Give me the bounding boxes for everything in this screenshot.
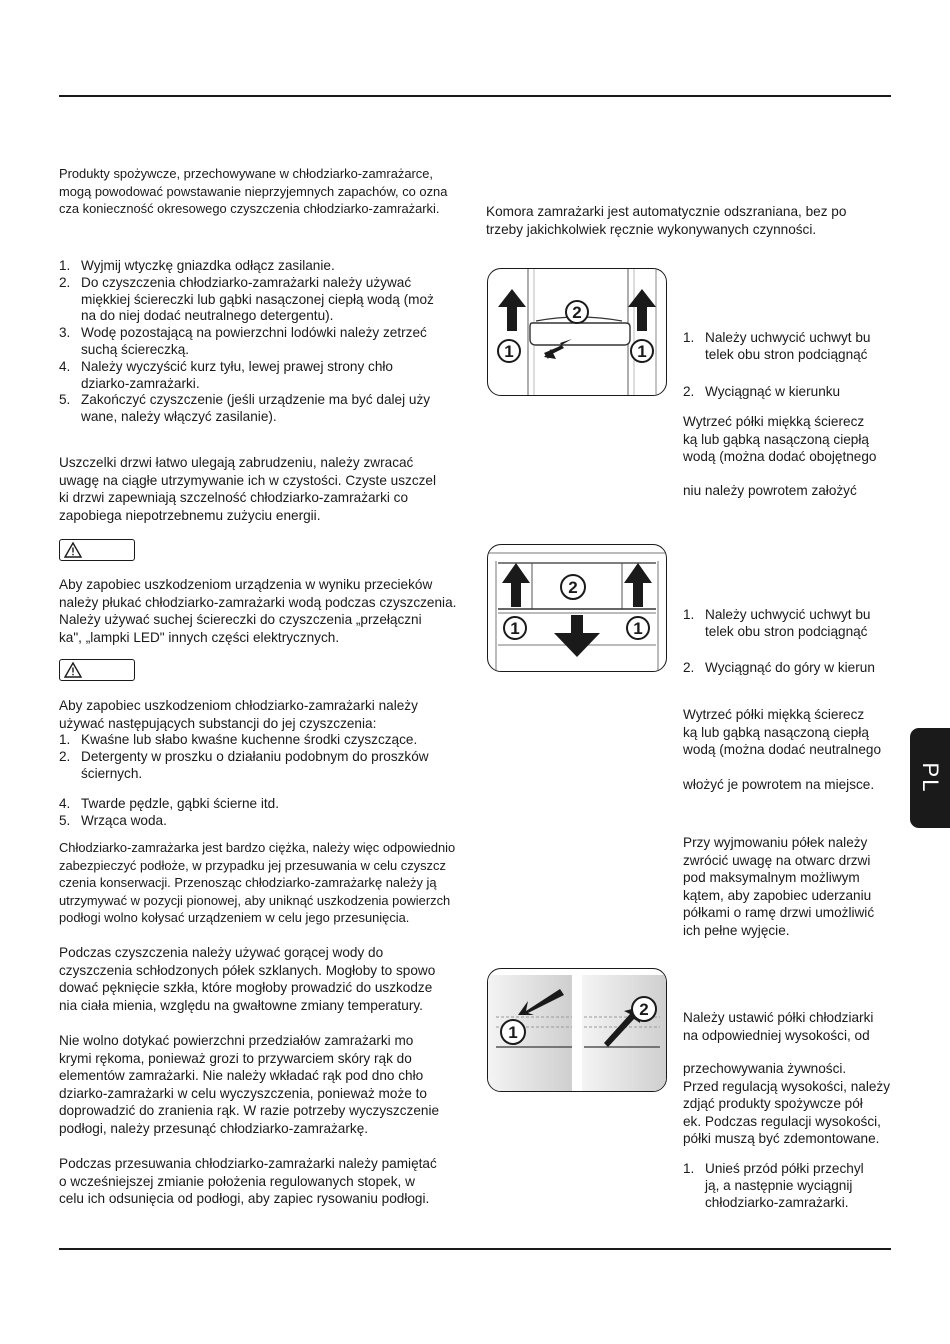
shelf-height-text-2: przechowywania żywności. Przed regulacją wysokości, należy zdjąć produkty spożywcze pół ek. Podczas regulacji wysokości, półki muszą być zdemontowane. (683, 1061, 891, 1146)
door-shelf-illustration (488, 269, 666, 395)
list-item: 5. Wrząca woda. (59, 812, 167, 828)
list-item: 1. Unieś przód półki przechyl ją, a następnie wyciągnij chłodziarko-zamrażarki. (683, 1161, 864, 1210)
step-1-marker: 1 (508, 1023, 518, 1042)
cleaning-steps (59, 258, 434, 426)
step-2-marker: 2 (639, 1000, 649, 1019)
bottom-rule (59, 1248, 891, 1250)
warning-icon (64, 542, 82, 558)
door-shelf-steps (683, 384, 840, 401)
door-shelf-removal-figure (487, 268, 667, 396)
warning-label (59, 539, 135, 561)
heavy-appliance-paragraph: Chłodziarko-zamrażarka jest bardzo ciężka, należy więc odpowiednio zabezpieczyć podłoże, w przypadku jej przesuwania w celu czyszcz czenia konserwacji. Przenosząc chłodziarko-zamrażarkę należy ją utrzymywać w pozycji pionowej, aby uniknąć uszkodzenia powierzch podłogi wolno kołysać urządzeniem w celu jego przesunięcia. (59, 840, 456, 925)
list-item: 1. Kwaśne lub słabo kwaśne kuchenne środki czyszczące. (59, 732, 418, 747)
shelf-wipe: Wytrzeć półki miękką ścierecz ką lub gąbką nasączoną ciepłą wodą (można dodać neutralnego (683, 707, 881, 757)
warning-1-text: Aby zapobiec uszkodzeniom urządzenia w wyniku przecieków należy płukać chłodziarko-zamrażarki wodą podczas czyszczenia. Należy używać suchej ściereczki do czyszczenia „przełączni ka", „lampki LED" innych części elektrycznych. (59, 577, 457, 645)
shelf-adjustment-figure (487, 968, 667, 1092)
list-item: 5. Zakończyć czyszczenie (jeśli urządzenie ma być dalej uży wane, należy włączyć zasilanie). (59, 392, 431, 425)
step-2-marker: 2 (572, 303, 582, 322)
top-rule (59, 95, 891, 97)
door-shelf-steps (683, 330, 870, 364)
warning-2-intro: Aby zapobiec uszkodzeniom chłodziarko-zamrażarki należy używać następujących substancji do jej czyszczenia: (59, 698, 418, 731)
shelf-steps (683, 607, 870, 641)
door-seals-paragraph: Uszczelki drzwi łatwo ulegają zabrudzeniu, należy zwracać uwagę na ciągłe utrzymywanie ich w czystości. Czyste uszczel ki drzwi zapewniają szczelność chłodziarko-zamrażarki co zapobiega niepotrzebnemu zużyciu energii. (59, 455, 436, 523)
step-2-marker: 2 (568, 578, 578, 597)
list-item: 2. Detergenty w proszku o działaniu podobnym do proszków ściernych. (59, 748, 429, 781)
list-item: 2. Wyciągnąć w kierunku (683, 384, 841, 399)
step-1-marker: 1 (633, 619, 643, 638)
shelf-removal-note: Przy wyjmowaniu półek należy zwrócić uwagę na otwarc drzwi pod maksymalnym możliwym kątem, aby zapobiec uderzaniu półkami o ramę drzwi umożliwić ich pełne wyjęcie. (683, 835, 875, 938)
shelf-height-text: Należy ustawić półki chłodziarki na odpowiedniej wysokości, od (683, 1010, 874, 1043)
door-shelf-reinstall: niu należy powrotem założyć (683, 483, 857, 498)
list-item: 1. Należy uchwycić uchwyt bu telek obu stron podciągnąć (683, 607, 871, 639)
forbidden-substances-list-2 (59, 796, 279, 830)
defrost-paragraph: Komora zamrażarki jest automatycznie odszraniana, bez po trzeby jakichkolwiek ręcznie wykonywanych czynności. (486, 204, 847, 237)
door-shelf-wipe: Wytrzeć półki miękką ścierecz ką lub gąbką nasączoną ciepłą wodą (można dodać obojętnego (683, 414, 877, 464)
list-item: 2. Wyciągnąć do góry w kierun (683, 660, 875, 675)
list-item: 4. Należy wyczyścić kurz tyłu, lewej prawej strony chło dziarko-zamrażarki. (59, 358, 393, 391)
shelf-steps (683, 660, 875, 677)
glass-shelves-paragraph: Podczas czyszczenia należy używać gorącej wody do czyszczenia schłodzonych półek szklanych. Mogłoby to spowo dować pęknięcie szkła, które mogłoby prowadzić do uszkodze nia ciała mienia, względu na gwałtowne zmiany temperatury. (59, 945, 436, 1013)
language-tab: PL (910, 728, 950, 828)
freezer-touch-paragraph: Nie wolno dotykać powierzchni przedziałów zamrażarki mo krymi rękoma, ponieważ grozi to przywarciem skóry rąk do elementów zamrażarki. Nie należy wkładać rąk pod dno chło dziarko-zamrażarki w celu wyczyszczenia, ponieważ może to doprowadzić do zranienia rąk. W razie potrzeby wyczyszczenie podłogi, należy przesunąć chłodziarko-zamrażarkę. (59, 1033, 440, 1136)
warning-icon (64, 662, 82, 678)
step-1-marker: 1 (637, 342, 647, 361)
list-item: 1. Należy uchwycić uchwyt bu telek obu stron podciągnąć (683, 330, 871, 362)
list-item: 2. Do czyszczenia chłodziarko-zamrażarki należy używać miękkiej ściereczki lub gąbki nasączonej ciepłą wodą (moż na do niej dodać neutralnego detergentu). (59, 274, 434, 324)
step-1-marker: 1 (504, 342, 514, 361)
forbidden-substances-list (59, 732, 429, 782)
shelf-removal-figure (487, 544, 667, 672)
list-item: 4. Twarde pędzle, gąbki ścierne itd. (59, 796, 279, 811)
intro-paragraph: Produkty spożywcze, przechowywane w chłodziarko-zamrażarce, mogą powodować powstawanie nieprzyjemnych zapachów, co ozna cza konieczność okresowego czyszczenia chłodziarko-zamrażarki. (59, 166, 448, 216)
step-1-marker: 1 (510, 619, 520, 638)
list-item: 1. Wyjmij wtyczkę gniazdka odłącz zasilanie. (59, 258, 335, 273)
shelf-reinstall: włożyć je powrotem na miejsce. (683, 777, 875, 792)
list-item: 3. Wodę pozostającą na powierzchni lodówki należy zetrzeć suchą ściereczką. (59, 325, 427, 357)
shelf-adjust-illustration (488, 969, 666, 1091)
shelf-height-steps (683, 1161, 864, 1211)
moving-paragraph: Podczas przesuwania chłodziarko-zamrażarki należy pamiętać o wcześniejszej zmianie położenia regulowanych stopek, w celu ich odsunięcia od podłogi, aby zapiec rysowaniu podłogi. (59, 1156, 437, 1206)
warning-label (59, 659, 135, 681)
shelf-illustration (488, 545, 666, 671)
